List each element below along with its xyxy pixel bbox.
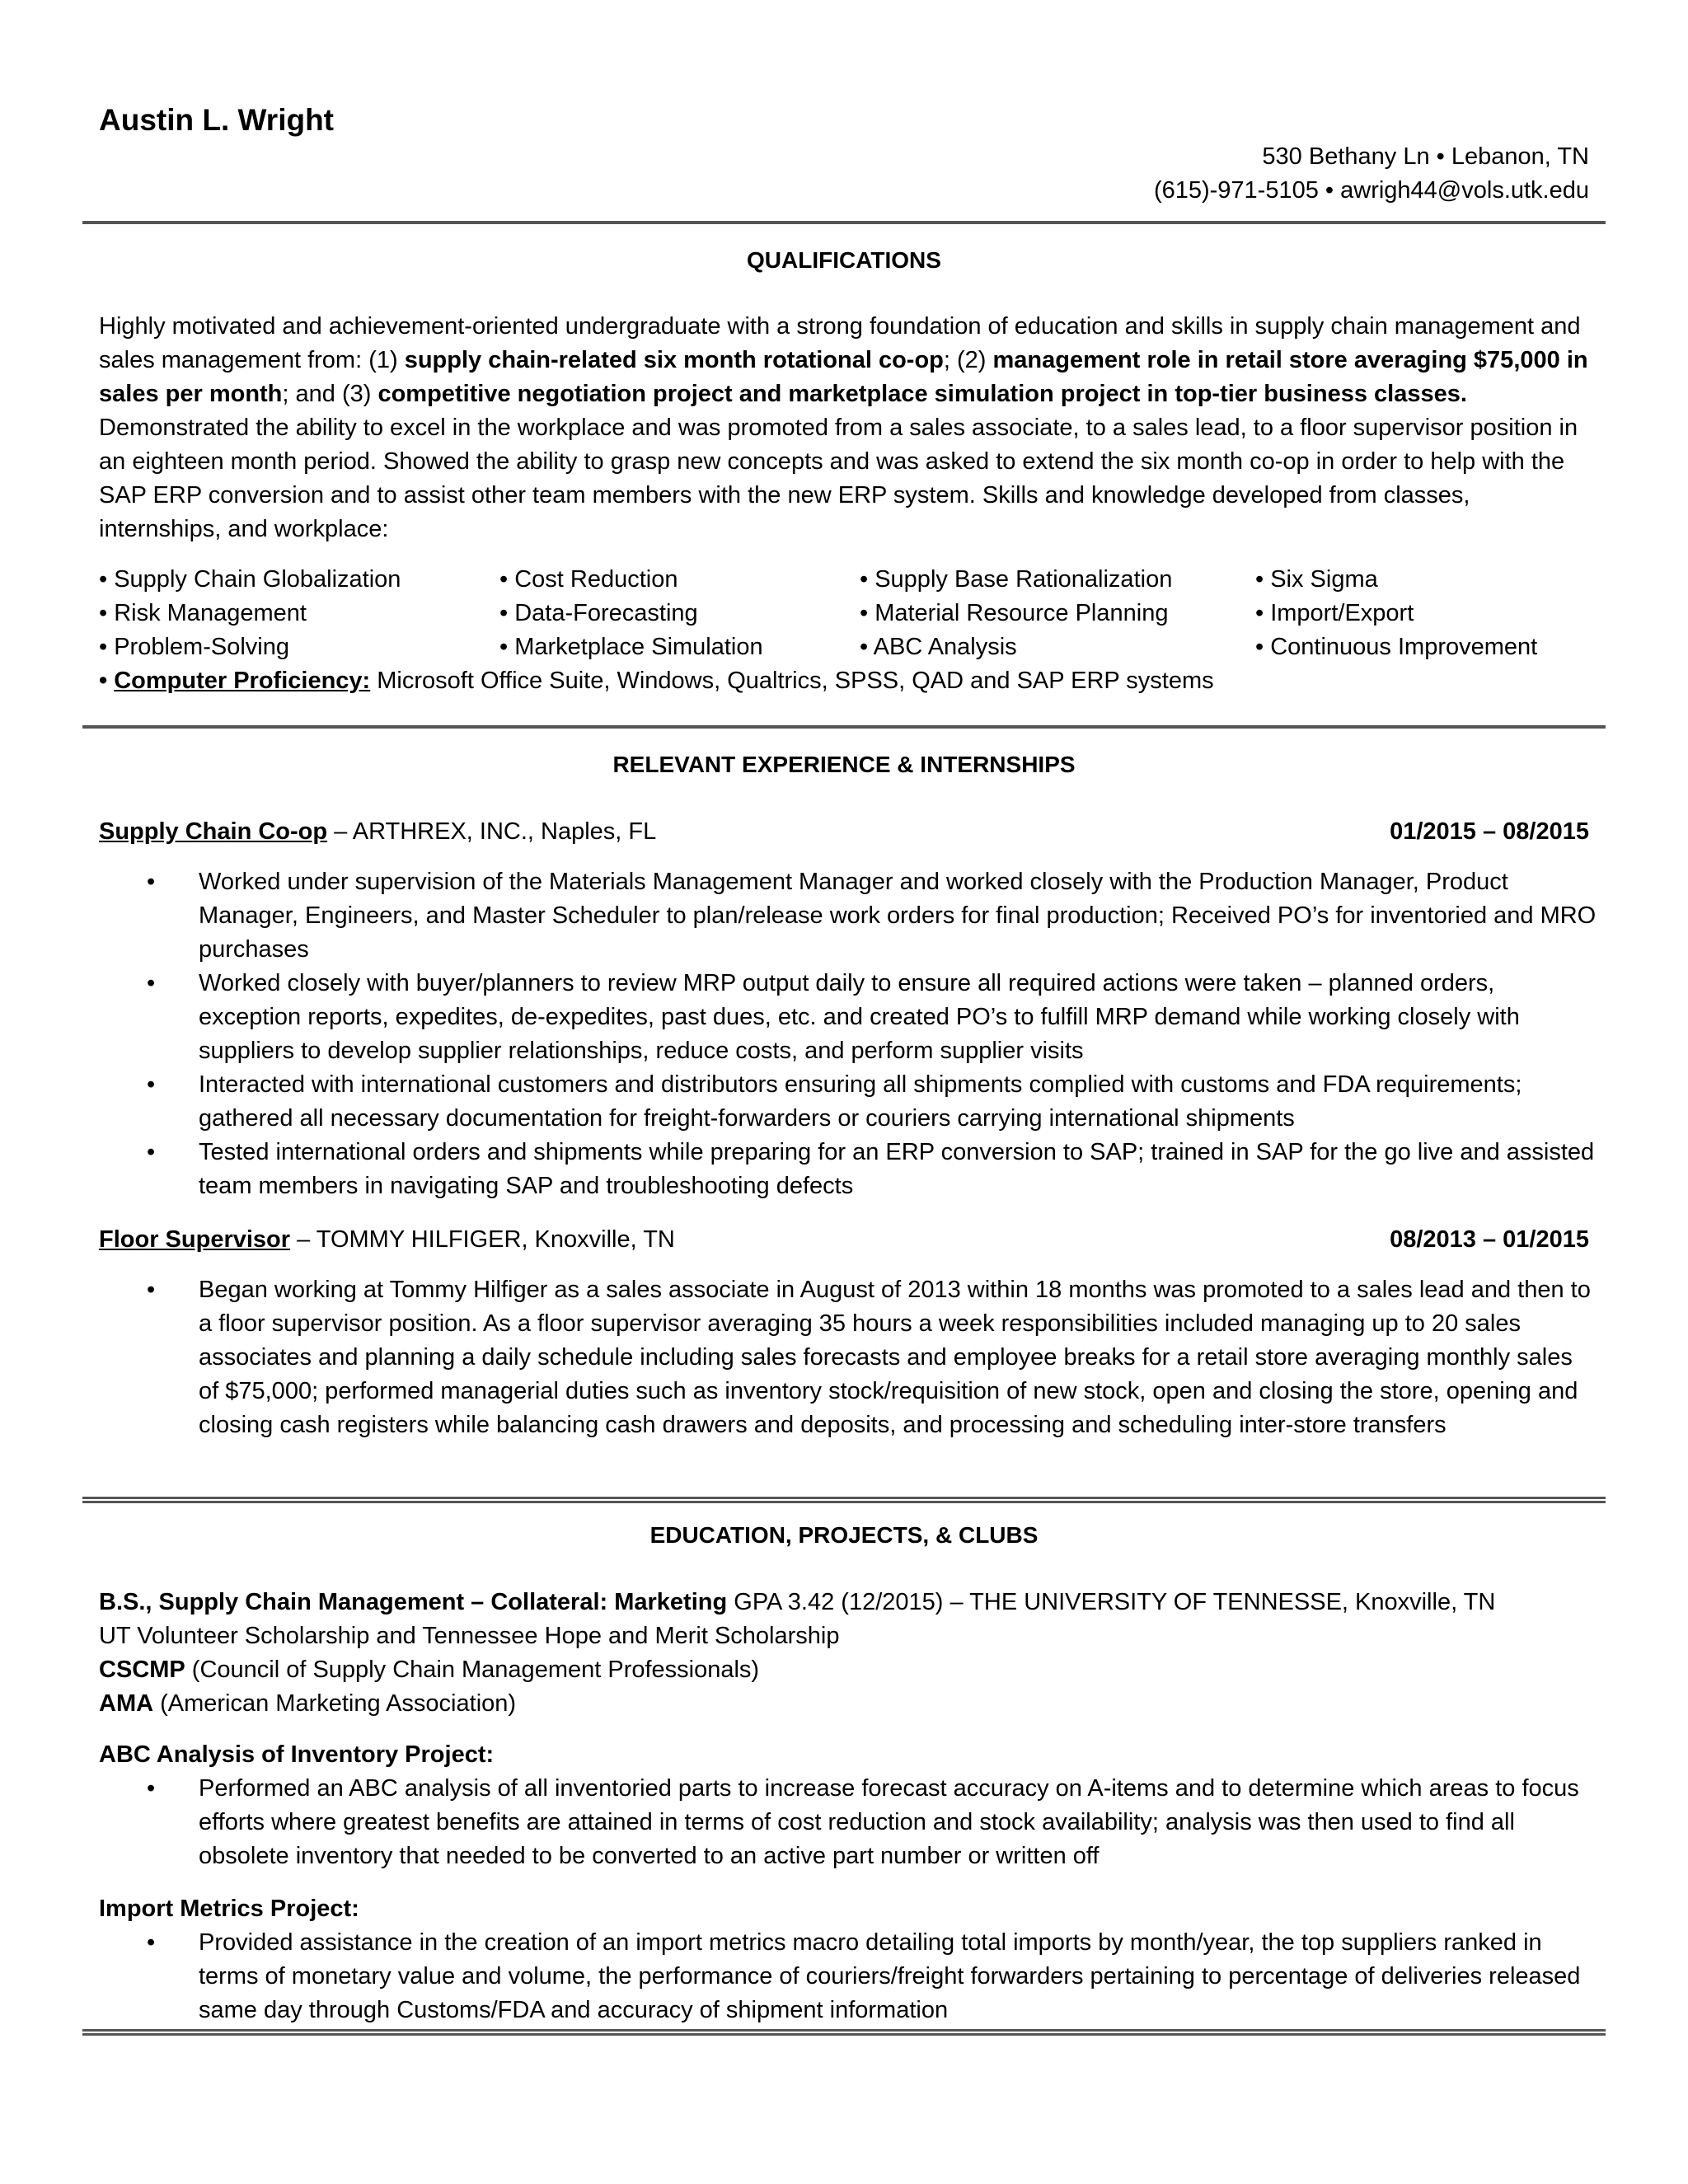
skill-item: • Marketplace Simulation (499, 634, 763, 660)
bullet: • (147, 1277, 156, 1303)
job-bullets (99, 865, 1597, 1203)
summary-highlight: supply chain-related six month rotational co-op (404, 347, 944, 373)
club-name: AMA (99, 1690, 154, 1717)
job-bullets (99, 1273, 1597, 1442)
skill-item: • Problem-Solving (99, 634, 289, 660)
bullet-text: Provided assistance in the creation of an import metrics macro detailing total imports by month/year, the top suppliers ranked in terms of monetary value and volume, the performance of couriers/freight forwarders pertaining to percentage of deliveries released same day through Customs/FDA and accuracy of shipment information (199, 1929, 1581, 2023)
bullet: • (147, 1139, 156, 1165)
skill-item: • ABC Analysis (860, 634, 1017, 660)
summary-highlight: competitive negotiation project and marketplace simulation project in top-tier business classes. (377, 381, 1467, 407)
computer-proficiency (99, 664, 1214, 698)
bullet-text: Worked under supervision of the Materials Management Manager and worked closely with the Production Manager, Product Manager, Engineers, and Master Scheduler to plan/release work orders for final production; Received PO’s for inventoried and MRO purchases (199, 869, 1597, 963)
job-org: – ARTHREX, INC., Naples, FL (327, 818, 657, 845)
qualifications-heading: QUALIFICATIONS (747, 247, 941, 273)
phone-email-line: (615)-971-5105 • awrigh44@vols.utk.edu (1153, 177, 1589, 204)
project-bullets (99, 1772, 1597, 1873)
list-item (99, 865, 1597, 967)
skill-item: • Supply Chain Globalization (99, 566, 401, 593)
bullet-text: Began working at Tommy Hilfiger as a sales associate in August of 2013 within 18 months was promoted to a sales lead and then to a floor supervisor position. As a floor supervisor averaging 35 hours a week responsibilities included managing up to 20 sales associates and planning a daily schedule including sales forecasts and employee breaks for a retail store averaging monthly sales of $75,000; performed managerial duties such as inventory stock/requisition of new stock, open and closing the store, opening and closing cash registers while balancing cash drawers and deposits, and processing and scheduling inter-store transfers (199, 1277, 1591, 1438)
skill-item: • Material Resource Planning (860, 600, 1169, 626)
skills-grid (99, 563, 1582, 664)
bullet: • (147, 1775, 156, 1802)
scholarship-line: UT Volunteer Scholarship and Tennessee Hope and Merit Scholarship (99, 1623, 840, 1649)
contact-block (1154, 140, 1589, 208)
job-org: – TOMMY HILFIGER, Knoxville, TN (290, 1226, 675, 1253)
candidate-name: Austin L. Wright (99, 103, 334, 137)
education-heading: EDUCATION, PROJECTS, & CLUBS (649, 1522, 1039, 1548)
bullet-text: Interacted with international customers and distributors ensuring all shipments complied with customs and FDA requirements; gathered all necessary documentation for freight-forwarders or couriers carrying international shipments (199, 1071, 1522, 1132)
skill-item: • Import/Export (1255, 600, 1414, 626)
list-item (99, 967, 1597, 1068)
bullet: • (147, 970, 156, 996)
list-item (99, 1136, 1597, 1203)
job-title: Floor Supervisor (99, 1226, 291, 1253)
job-header (99, 815, 1589, 849)
skill-item: • Supply Base Rationalization (860, 566, 1173, 593)
section-divider (82, 725, 1606, 729)
qualifications-summary (99, 310, 1597, 546)
experience-heading: RELEVANT EXPERIENCE & INTERNSHIPS (612, 752, 1076, 777)
project-title: Import Metrics Project: (99, 1896, 359, 1922)
bullet: • (99, 668, 115, 694)
club-desc: (Council of Supply Chain Management Professionals) (185, 1657, 760, 1683)
summary-highlight: management role in retail store averaging $75,000 in sales per month (99, 347, 1588, 407)
proficiency-label: Computer Proficiency: (114, 668, 371, 694)
bullet-text: Tested international orders and shipments while preparing for an ERP conversion to SAP; trained in SAP for the go live and assisted team members in navigating SAP and troubleshooting defects (199, 1139, 1595, 1199)
skill-item: • Six Sigma (1255, 566, 1378, 593)
section-divider (82, 221, 1606, 224)
address-line: 530 Bethany Ln • Lebanon, TN (1262, 143, 1589, 170)
proficiency-text: Microsoft Office Suite, Windows, Qualtrics, SPSS, QAD and SAP ERP systems (370, 668, 1214, 694)
list-item (99, 1772, 1597, 1873)
bullet-text: Performed an ABC analysis of all inventoried parts to increase forecast accuracy on A-items and to determine which areas to focus efforts where greatest benefits are attained in terms of cost reduction and stock availability; analysis was then used to find all obsolete inventory that needed to be converted to an active part number or written off (199, 1775, 1579, 1869)
bullet: • (147, 869, 156, 895)
skill-item: • Cost Reduction (499, 566, 678, 593)
skill-item: • Risk Management (99, 600, 307, 626)
job-title: Supply Chain Co-op (99, 818, 328, 845)
summary-text: Demonstrated the ability to excel in the workplace and was promoted from a sales associate, to a sales lead, to a floor supervisor position in an eighteen month period. Showed the ability to grasp new concepts and was asked to extend the six month co-op in order to help with the SAP ERP conversion and to assist other team members with the new ERP system. Skills and knowledge developed from classes, internships, and workplace: (99, 415, 1578, 542)
bullet: • (147, 1929, 156, 1956)
summary-text: ; and (3) (282, 381, 378, 407)
degree-info: GPA 3.42 (12/2015) – THE UNIVERSITY OF TENNESSE, Knoxville, TN (727, 1589, 1496, 1615)
job-dates: 08/2013 – 01/2015 (1390, 1226, 1589, 1253)
skill-item: • Data-Forecasting (499, 600, 698, 626)
list-item (99, 1068, 1597, 1136)
club-name: CSCMP (99, 1657, 185, 1683)
bullet-text: Worked closely with buyer/planners to review MRP output daily to ensure all required actions were taken – planned orders, exception reports, expedites, de-expedites, past dues, etc. and created PO’s to fulfill MRP demand while working closely with suppliers to develop supplier relationships, reduce costs, and perform supplier visits (199, 970, 1520, 1064)
job-dates: 01/2015 – 08/2015 (1390, 818, 1589, 845)
section-divider (82, 1497, 1606, 1503)
summary-text: ; (2) (943, 347, 993, 373)
job-header (99, 1223, 1589, 1257)
section-divider (82, 2029, 1606, 2036)
degree-line (99, 1586, 1597, 1619)
club-desc: (American Marketing Association) (153, 1690, 517, 1717)
project-title: ABC Analysis of Inventory Project: (99, 1741, 495, 1768)
summary-text: Highly motivated and achievement-oriented undergraduate with a strong foundation of education and skills in supply chain management and sales management from: (1) (99, 313, 1581, 373)
education-details (99, 1586, 1597, 1721)
degree-title: B.S., Supply Chain Management – Collateral: Marketing (99, 1589, 728, 1615)
bullet: • (147, 1071, 156, 1098)
skills-row (99, 597, 1582, 630)
club-line (99, 1653, 1597, 1687)
club-line (99, 1687, 1597, 1721)
project-bullets (99, 1926, 1597, 2027)
skills-row (99, 563, 1582, 597)
list-item (99, 1926, 1597, 2027)
list-item (99, 1273, 1597, 1442)
skill-item: • Continuous Improvement (1255, 634, 1538, 660)
skills-row (99, 630, 1582, 664)
